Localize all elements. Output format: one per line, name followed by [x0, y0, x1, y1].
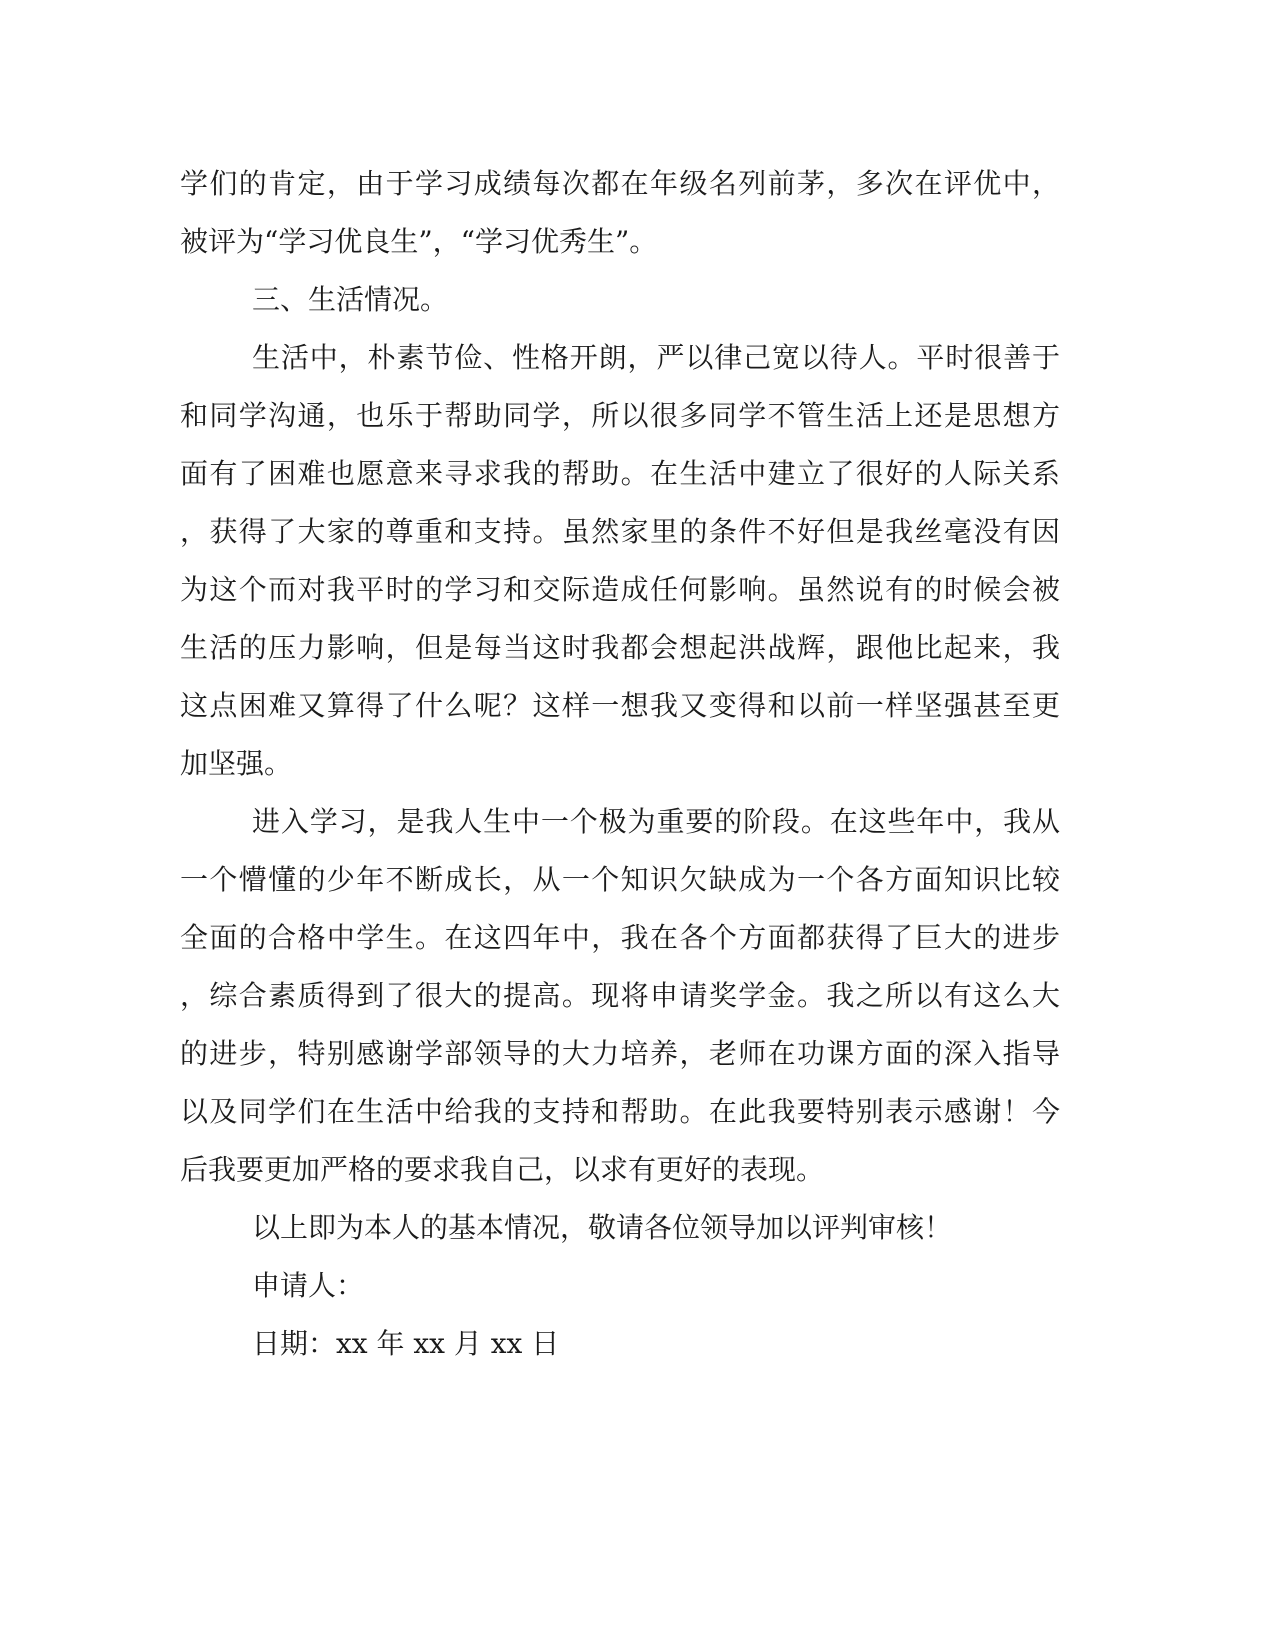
text-line: 以及同学们在生活中给我的支持和帮助。在此我要特别表示感谢！今 [180, 1095, 1060, 1128]
text-line: 的进步，特别感谢学部领导的大力培养，老师在功课方面的深入指导 [180, 1037, 1060, 1070]
text-line: 为这个而对我平时的学习和交际造成任何影响。虽然说有的时候会被 [180, 573, 1060, 606]
closing-statement: 以上即为本人的基本情况，敬请各位领导加以评判审核！ [252, 1211, 953, 1244]
text-line: 全面的合格中学生。在这四年中，我在各个方面都获得了巨大的进步 [180, 921, 1060, 954]
text-line: ，获得了大家的尊重和支持。虽然家里的条件不好但是我丝毫没有因 [180, 515, 1060, 548]
date-line: 日期：xx 年 xx 月 xx 日 [252, 1327, 560, 1360]
text-line: 这点困难又算得了什么呢？这样一想我又变得和以前一样坚强甚至更 [180, 689, 1060, 722]
text-line: ，综合素质得到了很大的提高。现将申请奖学金。我之所以有这么大 [180, 979, 1060, 1012]
text-line: 面有了困难也愿意来寻求我的帮助。在生活中建立了很好的人际关系 [180, 457, 1060, 490]
section-heading: 三、生活情况。 [252, 283, 449, 316]
text-line: 生活中，朴素节俭、性格开朗，严以律己宽以待人。平时很善于 [252, 341, 1060, 374]
text-line: 后我要更加严格的要求我自己，以求有更好的表现。 [180, 1153, 825, 1186]
text-line: 被评为“学习优良生”，“学习优秀生”。 [180, 225, 658, 258]
applicant-label: 申请人： [252, 1269, 365, 1302]
text-line: 一个懵懂的少年不断成长，从一个知识欠缺成为一个各方面知识比较 [180, 863, 1060, 896]
text-line: 学们的肯定，由于学习成绩每次都在年级名列前茅，多次在评优中， [180, 167, 1060, 200]
text-line: 和同学沟通，也乐于帮助同学，所以很多同学不管生活上还是思想方 [180, 399, 1060, 432]
text-line: 进入学习，是我人生中一个极为重要的阶段。在这些年中，我从 [252, 805, 1060, 838]
text-line: 生活的压力影响，但是每当这时我都会想起洪战辉，跟他比起来，我 [180, 631, 1060, 664]
text-line: 加坚强。 [180, 747, 293, 780]
